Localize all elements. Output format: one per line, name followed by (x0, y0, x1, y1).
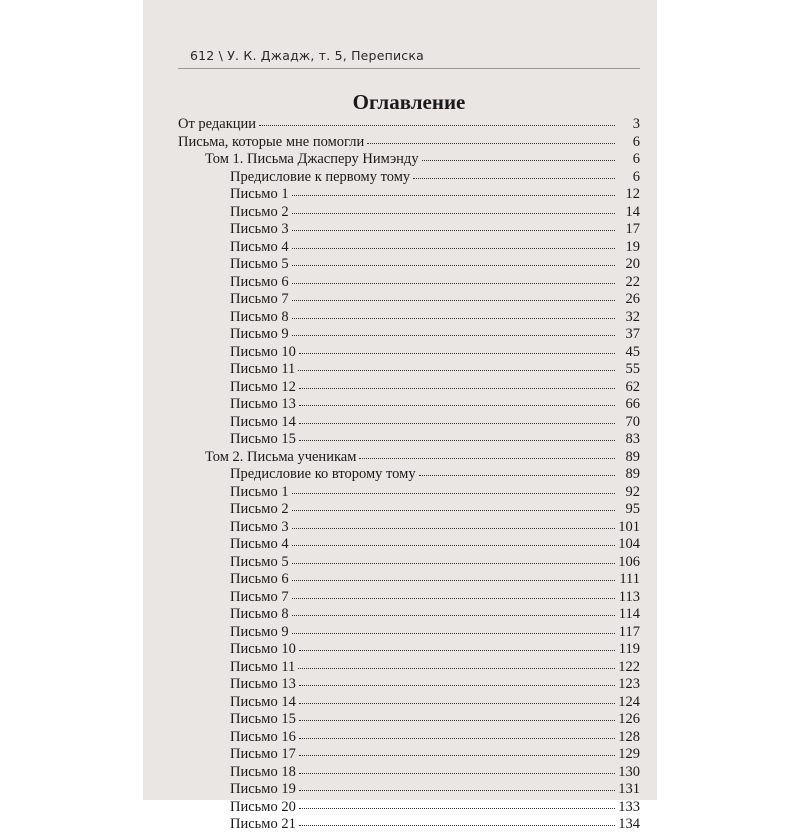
dot-leader (292, 535, 615, 546)
toc-entry-page: 124 (618, 693, 640, 710)
toc-entry-page: 66 (625, 396, 640, 412)
toc-entry-title: Письмо 9 (230, 623, 289, 640)
toc-entry-page: 89 (625, 466, 640, 482)
toc-entry (178, 116, 640, 134)
toc-entry (178, 466, 640, 484)
toc-entry-title: Письмо 4 (230, 536, 289, 552)
toc-entry (178, 204, 640, 222)
toc-entry-page: 17 (625, 221, 640, 237)
dot-leader (292, 290, 615, 301)
toc-entry (178, 676, 640, 694)
toc-entry (178, 659, 640, 677)
toc-entry-page: 95 (625, 501, 640, 517)
dot-leader (299, 640, 615, 651)
dot-leader (359, 448, 615, 459)
dot-leader (292, 588, 615, 599)
table-of-contents (178, 116, 640, 834)
toc-entry-page: 111 (619, 571, 640, 587)
toc-entry-title: Письмо 15 (230, 711, 296, 727)
dot-leader (299, 710, 615, 721)
toc-entry-page: 131 (618, 781, 640, 797)
toc-entry-title: Письмо 9 (230, 326, 289, 342)
dot-leader (367, 133, 615, 144)
toc-entry-page: 92 (625, 483, 640, 500)
toc-entry-title: Письмо 20 (230, 798, 296, 815)
dot-leader (292, 325, 615, 336)
toc-entry-page: 101 (618, 518, 640, 535)
dot-leader (299, 413, 615, 424)
dot-leader (413, 168, 615, 179)
dot-leader (299, 763, 615, 774)
toc-entry (178, 536, 640, 554)
toc-entry (178, 624, 640, 642)
dot-leader (299, 430, 615, 441)
toc-entry-page: 3 (632, 116, 640, 132)
toc-entry-page: 45 (625, 343, 640, 360)
toc-entry (178, 396, 640, 414)
toc-entry-page: 128 (618, 728, 640, 745)
toc-entry-title: Письмо 17 (230, 746, 296, 762)
toc-entry (178, 414, 640, 432)
toc-entry-title: Письмо 4 (230, 238, 289, 255)
toc-entry-title: Письмо 8 (230, 308, 289, 325)
dot-leader (292, 185, 615, 196)
toc-entry-title: Том 1. Письма Джасперу Нимэнду (205, 151, 419, 167)
dot-leader (299, 780, 615, 791)
toc-entry (178, 606, 640, 624)
toc-title: Оглавление (352, 90, 466, 114)
dot-leader (299, 745, 615, 756)
toc-entry (178, 169, 640, 187)
toc-entry (178, 256, 640, 274)
toc-entry-title: Письмо 12 (230, 378, 296, 395)
toc-entry (178, 379, 640, 397)
toc-entry-title: Письмо 13 (230, 676, 296, 692)
toc-entry-title: Письмо 21 (230, 816, 296, 832)
toc-entry (178, 764, 640, 782)
toc-entry (178, 799, 640, 817)
toc-entry-title: Письмо 7 (230, 588, 289, 605)
toc-entry-page: 62 (625, 378, 640, 395)
dot-leader (292, 623, 615, 634)
dot-leader (419, 465, 615, 476)
dot-leader (292, 255, 615, 266)
toc-entry (178, 816, 640, 834)
toc-entry-title: Письмо 13 (230, 396, 296, 412)
dot-leader (299, 395, 615, 406)
toc-entry-title: Письмо 18 (230, 763, 296, 780)
dot-leader (299, 815, 615, 826)
toc-entry (178, 641, 640, 659)
toc-entry (178, 186, 640, 204)
toc-entry-page: 117 (618, 623, 640, 640)
toc-entry-page: 89 (625, 448, 640, 465)
dot-leader (422, 150, 615, 161)
toc-entry-page: 113 (618, 588, 640, 605)
toc-entry-title: Письмо 8 (230, 606, 289, 622)
toc-entry (178, 501, 640, 519)
toc-entry-page: 6 (632, 133, 640, 150)
toc-entry (178, 431, 640, 449)
dot-leader (299, 728, 615, 739)
toc-entry (178, 361, 640, 379)
toc-entry-title: Письмо 7 (230, 291, 289, 307)
toc-entry-title: Письмо 3 (230, 221, 289, 237)
toc-entry-title: Письмо 6 (230, 273, 289, 290)
toc-entry (178, 694, 640, 712)
toc-entry-title: Письмо 10 (230, 343, 296, 360)
toc-entry-title: Письмо 11 (230, 658, 296, 675)
toc-entry (178, 571, 640, 589)
toc-entry-title: От редакции (178, 116, 257, 132)
toc-entry (178, 729, 640, 747)
toc-entry-title: Письмо 2 (230, 501, 289, 517)
toc-entry (178, 221, 640, 239)
toc-entry (178, 309, 640, 327)
toc-entry-title: Письмо 5 (230, 553, 289, 570)
toc-entry (178, 344, 640, 362)
dot-leader (292, 518, 615, 529)
dot-leader (299, 693, 615, 704)
toc-entry-title: Письма, которые мне помогли (178, 133, 365, 150)
dot-leader (299, 798, 615, 809)
toc-entry-page: 70 (625, 413, 640, 430)
toc-entry-title: Письмо 16 (230, 728, 296, 745)
dot-leader (292, 605, 615, 616)
toc-entry (178, 291, 640, 309)
toc-entry (178, 589, 640, 607)
toc-entry (178, 484, 640, 502)
toc-entry-page: 134 (618, 816, 640, 832)
dot-leader (298, 658, 615, 669)
toc-entry-title: Письмо 2 (230, 203, 289, 220)
toc-entry-title: Письмо 10 (230, 641, 296, 657)
toc-entry-page: 6 (632, 168, 640, 185)
toc-entry-title: Письмо 15 (230, 431, 296, 447)
dot-leader (292, 553, 615, 564)
toc-entry (178, 519, 640, 537)
toc-entry (178, 781, 640, 799)
toc-entry (178, 274, 640, 292)
toc-entry (178, 711, 640, 729)
toc-entry-title: Письмо 19 (230, 781, 296, 797)
dot-leader (292, 500, 615, 511)
dot-leader (292, 203, 615, 214)
toc-entry-page: 129 (618, 746, 640, 762)
dot-leader (292, 238, 615, 249)
toc-entry (178, 239, 640, 257)
dot-leader (292, 483, 615, 494)
dot-leader (299, 675, 615, 686)
toc-entry-page: 14 (625, 203, 640, 220)
toc-entry-title: Письмо 1 (230, 186, 289, 202)
toc-entry-page: 126 (618, 711, 640, 727)
toc-entry-page: 19 (625, 238, 640, 255)
toc-entry-page: 22 (625, 273, 640, 290)
toc-entry-title: Письмо 3 (230, 518, 289, 535)
toc-entry-page: 32 (625, 308, 640, 325)
toc-entry-title: Письмо 6 (230, 571, 289, 587)
toc-entry-page: 55 (625, 361, 640, 377)
toc-entry-page: 20 (625, 256, 640, 272)
toc-entry-title: Письмо 1 (230, 483, 289, 500)
header-rule (178, 68, 640, 69)
toc-entry (178, 449, 640, 467)
toc-entry (178, 326, 640, 344)
toc-entry-page: 130 (618, 763, 640, 780)
toc-entry-title: Письмо 14 (230, 413, 296, 430)
toc-entry-page: 114 (618, 606, 640, 622)
toc-entry-page: 123 (618, 676, 640, 692)
toc-entry (178, 554, 640, 572)
toc-entry-page: 6 (632, 151, 640, 167)
toc-entry (178, 746, 640, 764)
toc-entry-title: Письмо 11 (230, 361, 296, 377)
dot-leader (299, 343, 615, 354)
toc-entry-page: 119 (618, 641, 640, 657)
toc-entry-page: 122 (618, 658, 640, 675)
toc-entry-page: 12 (625, 186, 640, 202)
toc-entry-page: 133 (618, 798, 640, 815)
dot-leader (292, 570, 615, 581)
toc-entry-title: Предисловие к первому тому (230, 168, 411, 185)
toc-entry (178, 134, 640, 152)
toc-entry-page: 104 (618, 536, 640, 552)
dot-leader (292, 220, 615, 231)
toc-entry-page: 83 (625, 431, 640, 447)
dot-leader (298, 360, 615, 371)
toc-entry-title: Предисловие ко второму тому (230, 466, 416, 482)
dot-leader (292, 273, 615, 284)
toc-entry-title: Письмо 14 (230, 693, 296, 710)
toc-entry-page: 106 (618, 553, 640, 570)
dot-leader (299, 378, 615, 389)
toc-entry-title: Том 2. Письма ученикам (205, 448, 357, 465)
toc-entry-title: Письмо 5 (230, 256, 289, 272)
running-head: 612 \ У. К. Джадж, т. 5, Переписка (190, 48, 424, 63)
toc-entry (178, 151, 640, 169)
toc-entry-page: 37 (625, 326, 640, 342)
toc-entry-page: 26 (625, 291, 640, 307)
dot-leader (292, 308, 615, 319)
dot-leader (259, 115, 615, 126)
